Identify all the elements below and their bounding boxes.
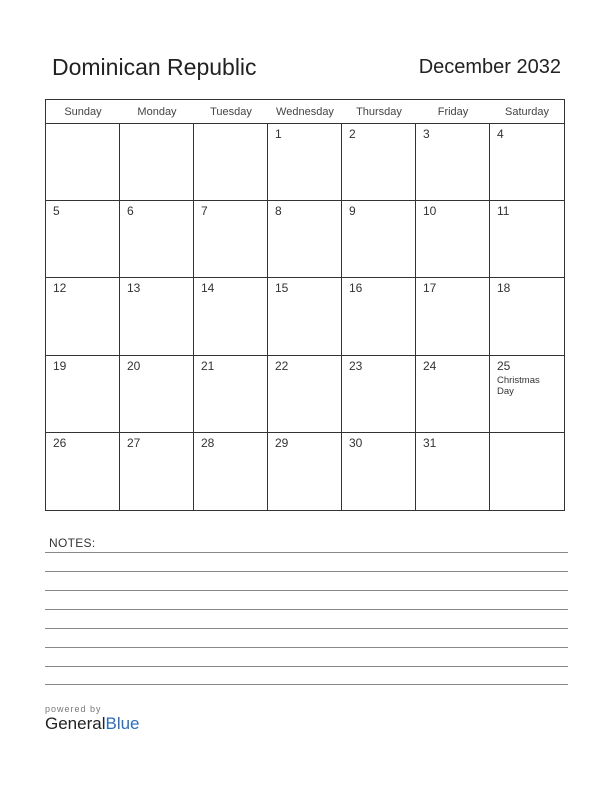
day-cell	[120, 433, 194, 510]
day-number: 31	[423, 435, 437, 450]
weekday-header: Wednesday	[268, 100, 342, 124]
logo-part-general: General	[45, 714, 106, 733]
day-cell	[490, 433, 564, 510]
day-cell	[416, 124, 490, 201]
day-number: 27	[127, 435, 141, 450]
notes-line	[45, 628, 568, 629]
weekday-header: Friday	[416, 100, 490, 124]
day-number: 3	[423, 127, 430, 141]
logo-part-blue: Blue	[105, 714, 140, 733]
day-number: 18	[497, 281, 511, 296]
day-cell	[490, 201, 564, 278]
day-number: 14	[201, 281, 215, 296]
day-cell	[416, 433, 490, 510]
weekday-header: Monday	[120, 100, 194, 124]
brand-footer	[45, 704, 140, 734]
weekday-header: Sunday	[46, 100, 120, 124]
notes-line	[45, 571, 568, 572]
notes-line	[45, 666, 568, 667]
calendar-month-year: December 2032	[418, 56, 561, 78]
notes-line	[45, 684, 568, 685]
day-cell	[194, 201, 268, 278]
day-cell	[490, 124, 564, 201]
day-cell	[120, 201, 194, 278]
day-cell	[490, 356, 564, 433]
day-number: 2	[349, 127, 356, 141]
day-number: 30	[349, 435, 363, 450]
day-number: 11	[497, 204, 510, 219]
day-number: 9	[349, 204, 356, 219]
day-number: 29	[275, 435, 289, 450]
day-cell	[342, 201, 416, 278]
day-cell	[194, 433, 268, 510]
day-number: 10	[423, 204, 437, 219]
day-number: 17	[423, 281, 437, 296]
day-number: 20	[127, 358, 141, 373]
day-cell	[268, 433, 342, 510]
weekday-header: Tuesday	[194, 100, 268, 124]
day-cell	[120, 356, 194, 433]
day-number: 13	[127, 281, 141, 296]
day-number: 15	[275, 281, 289, 296]
day-cell	[194, 278, 268, 355]
powered-by-text: powered by	[45, 704, 102, 714]
generalblue-logo	[45, 714, 140, 734]
day-number: 24	[423, 358, 437, 373]
day-cell	[342, 433, 416, 510]
calendar-country-title: Dominican Republic	[52, 54, 257, 80]
day-cell	[194, 124, 268, 201]
day-number: 5	[53, 204, 60, 219]
day-number: 25	[497, 358, 511, 373]
day-number: 19	[53, 358, 67, 373]
day-number: 16	[349, 281, 363, 296]
day-cell	[46, 433, 120, 510]
day-cell	[416, 356, 490, 433]
day-number: 23	[349, 358, 363, 373]
notes-line	[45, 590, 568, 591]
day-cell	[416, 278, 490, 355]
day-number: 26	[53, 435, 67, 450]
day-number: 4	[497, 127, 504, 141]
weekday-header: Saturday	[490, 100, 564, 124]
day-cell	[416, 201, 490, 278]
calendar-grid	[45, 99, 565, 511]
notes-line	[45, 647, 568, 648]
day-number: 12	[53, 281, 67, 296]
holiday-label: Christmas Day	[497, 374, 540, 397]
day-number: 8	[275, 204, 282, 219]
day-cell	[46, 356, 120, 433]
day-cell	[268, 124, 342, 201]
day-number: 22	[275, 358, 289, 373]
day-cell	[194, 356, 268, 433]
day-number: 21	[201, 358, 215, 373]
day-cell	[342, 124, 416, 201]
day-cell	[490, 278, 564, 355]
day-cell	[120, 278, 194, 355]
notes-line	[45, 552, 568, 553]
day-cell	[120, 124, 194, 201]
day-cell	[268, 278, 342, 355]
day-number: 6	[127, 204, 134, 219]
day-cell	[46, 201, 120, 278]
day-cell	[268, 356, 342, 433]
day-number: 1	[275, 127, 282, 141]
day-cell	[268, 201, 342, 278]
day-number: 28	[201, 435, 215, 450]
notes-line	[45, 609, 568, 610]
day-cell	[46, 124, 120, 201]
day-number: 7	[201, 204, 208, 219]
notes-label: NOTES:	[49, 536, 96, 550]
day-cell	[46, 278, 120, 355]
day-cell	[342, 356, 416, 433]
day-cell	[342, 278, 416, 355]
weekday-header: Thursday	[342, 100, 416, 124]
